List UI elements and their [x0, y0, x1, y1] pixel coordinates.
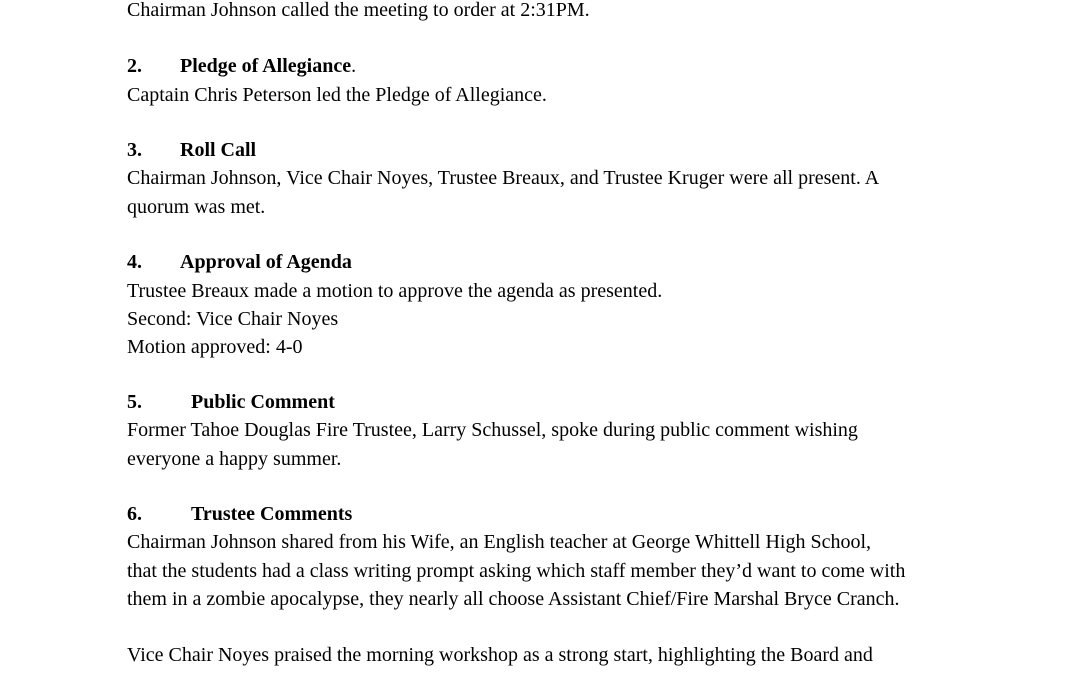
section-title: Trustee Comments	[191, 503, 353, 525]
call-to-order-text: Chairman Johnson called the meeting to order at 2:31PM.	[127, 0, 590, 21]
section-number: 3.	[127, 139, 142, 161]
section-text-line: Captain Chris Peterson led the Pledge of Allegiance.	[127, 84, 547, 106]
section-text-line: everyone a happy summer.	[127, 448, 342, 470]
section-title: Roll Call	[180, 139, 257, 161]
section-heading-approval-of-agenda	[127, 248, 352, 276]
section-number: 6.	[127, 503, 142, 525]
section-text-line: Motion approved: 4-0	[127, 336, 303, 358]
section-heading-roll-call	[127, 136, 257, 164]
section-text-line: Former Tahoe Douglas Fire Trustee, Larry Schussel, spoke during public comment wishing	[127, 419, 858, 441]
section-text-line: Second: Vice Chair Noyes	[127, 308, 339, 330]
section-number: 4.	[127, 251, 142, 273]
section-text-line: that the students had a class writing prompt asking which staff member they’d want to come with	[127, 560, 906, 582]
paragraph-text-line: Vice Chair Noyes praised the morning workshop as a strong start, highlighting the Board and	[127, 644, 873, 666]
section-title: Approval of Agenda	[180, 251, 352, 273]
section-title: Public Comment	[191, 391, 335, 413]
section-title: Pledge of Allegiance.	[180, 55, 357, 77]
section-heading-public-comment	[127, 388, 335, 416]
section-heading-trustee-comments	[127, 500, 353, 528]
section-text-line: Chairman Johnson, Vice Chair Noyes, Trustee Breaux, and Trustee Kruger were all present. A	[127, 167, 880, 189]
section-text-line: quorum was met.	[127, 196, 266, 218]
section-text-line: Chairman Johnson shared from his Wife, an English teacher at George Whittell High School,	[127, 531, 872, 553]
section-heading-pledge	[127, 52, 357, 80]
section-text-line: them in a zombie apocalypse, they nearly all choose Assistant Chief/Fire Marshal Bryce Cranch.	[127, 588, 900, 610]
section-number: 2.	[127, 55, 142, 77]
section-number: 5.	[127, 391, 142, 413]
section-text-line: Trustee Breaux made a motion to approve the agenda as presented.	[127, 280, 663, 302]
